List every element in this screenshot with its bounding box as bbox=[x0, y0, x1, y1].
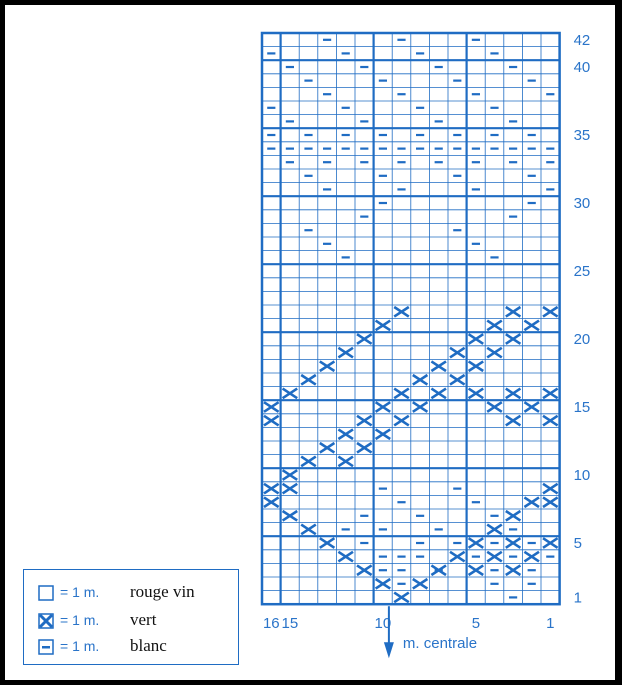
stitch-cross bbox=[543, 307, 558, 317]
stitch-dash bbox=[490, 107, 498, 109]
stitch-dash bbox=[435, 120, 443, 122]
stitch-dash bbox=[490, 583, 498, 585]
row-label: 5 bbox=[573, 535, 582, 552]
stitch-dash bbox=[435, 161, 443, 163]
stitch-dash bbox=[490, 542, 498, 544]
stitch-dash bbox=[528, 569, 536, 571]
stitch-cross bbox=[338, 552, 353, 562]
stitch-dash bbox=[546, 93, 554, 95]
stitch-cross bbox=[264, 416, 279, 426]
stitch-dash bbox=[397, 39, 405, 41]
stitch-dash bbox=[416, 556, 424, 558]
stitch-dash bbox=[490, 134, 498, 136]
stitch-cross bbox=[376, 579, 391, 589]
stitch-cross bbox=[543, 538, 558, 548]
stitch-dash bbox=[472, 501, 480, 503]
row-label: 25 bbox=[573, 263, 591, 280]
legend bbox=[23, 569, 239, 665]
stitch-cross bbox=[338, 348, 353, 358]
stitch-cross bbox=[487, 552, 502, 562]
stitch-dash bbox=[286, 148, 294, 150]
stitch-cross bbox=[357, 416, 372, 426]
stitch-cross bbox=[543, 497, 558, 507]
stitch-dash bbox=[360, 161, 368, 163]
stitch-dash bbox=[379, 528, 387, 530]
stitch-cross bbox=[543, 416, 558, 426]
stitch-cross bbox=[320, 443, 335, 453]
stitch-dash bbox=[472, 148, 480, 150]
column-label: 15 bbox=[281, 615, 299, 633]
row-label: 10 bbox=[573, 467, 591, 484]
stitch-dash bbox=[397, 569, 405, 571]
stitch-cross bbox=[338, 457, 353, 467]
stitch-dash bbox=[342, 134, 350, 136]
stitch-dash bbox=[360, 66, 368, 68]
stitch-dash bbox=[342, 52, 350, 54]
stitch-cross bbox=[283, 389, 298, 399]
stitch-dash bbox=[509, 161, 517, 163]
stitch-dash bbox=[379, 134, 387, 136]
stitch-dash bbox=[397, 501, 405, 503]
stitch-cross bbox=[506, 416, 521, 426]
down-arrow-icon bbox=[384, 642, 394, 658]
stitch-cross bbox=[487, 321, 502, 331]
stitch-dash bbox=[323, 188, 331, 190]
stitch-cross bbox=[301, 525, 316, 535]
stitch-cross bbox=[431, 361, 446, 371]
column-label: 5 bbox=[471, 615, 481, 633]
stitch-dash bbox=[416, 542, 424, 544]
dash-square-icon bbox=[38, 639, 54, 655]
stitch-dash bbox=[528, 542, 536, 544]
stitch-dash bbox=[435, 528, 443, 530]
stitch-cross bbox=[264, 497, 279, 507]
stitch-dash bbox=[435, 148, 443, 150]
stitch-dash bbox=[435, 569, 443, 571]
stitch-dash bbox=[379, 556, 387, 558]
stitch-cross bbox=[283, 484, 298, 494]
stitch-dash bbox=[472, 188, 480, 190]
stitch-dash bbox=[416, 148, 424, 150]
row-label: 40 bbox=[573, 59, 591, 76]
stitch-cross bbox=[506, 511, 521, 521]
stitch-cross bbox=[506, 307, 521, 317]
stitch-dash bbox=[342, 528, 350, 530]
legend-eq: = 1 m. bbox=[60, 638, 100, 654]
stitch-dash bbox=[397, 148, 405, 150]
stitch-dash bbox=[453, 134, 461, 136]
stitch-cross bbox=[301, 457, 316, 467]
stitch-dash bbox=[267, 107, 275, 109]
column-label: 1 bbox=[546, 615, 555, 633]
page bbox=[4, 4, 616, 681]
legend-label: rouge vin bbox=[130, 582, 195, 601]
stitch-dash bbox=[509, 148, 517, 150]
stitch-cross bbox=[506, 334, 521, 344]
stitch-dash bbox=[472, 93, 480, 95]
legend-eq: = 1 m. bbox=[60, 584, 100, 600]
stitch-dash bbox=[286, 161, 294, 163]
stitch-cross bbox=[524, 497, 539, 507]
row-label: 42 bbox=[573, 31, 591, 49]
column-label: 16 bbox=[262, 615, 280, 633]
stitch-dash bbox=[304, 80, 312, 82]
stitch-dash bbox=[304, 229, 312, 231]
stitch-cross bbox=[376, 429, 391, 439]
stitch-dash bbox=[509, 120, 517, 122]
stitch-cross bbox=[376, 321, 391, 331]
stitch-dash bbox=[379, 488, 387, 490]
stitch-cross bbox=[506, 389, 521, 399]
stitch-cross bbox=[301, 375, 316, 385]
stitch-dash bbox=[472, 161, 480, 163]
stitch-cross bbox=[394, 389, 409, 399]
stitch-dash bbox=[342, 148, 350, 150]
stitch-dash bbox=[453, 229, 461, 231]
stitch-dash bbox=[453, 542, 461, 544]
stitch-dash bbox=[528, 80, 536, 82]
stitch-dash bbox=[472, 39, 480, 41]
stitch-dash bbox=[472, 243, 480, 245]
stitch-dash bbox=[342, 107, 350, 109]
stitch-dash bbox=[490, 148, 498, 150]
stitch-cross bbox=[413, 375, 428, 385]
stitch-cross bbox=[283, 470, 298, 480]
stitch-cross bbox=[524, 402, 539, 412]
stitch-cross bbox=[487, 402, 502, 412]
stitch-dash bbox=[416, 515, 424, 517]
row-label: 1 bbox=[573, 589, 582, 607]
stitch-cross bbox=[264, 484, 279, 494]
stitch-dash bbox=[509, 66, 517, 68]
stitch-cross bbox=[394, 593, 409, 603]
stitch-dash bbox=[360, 216, 368, 218]
stitch-dash bbox=[379, 569, 387, 571]
stitch-cross bbox=[506, 538, 521, 548]
stitch-cross bbox=[320, 538, 335, 548]
stitch-cross bbox=[320, 361, 335, 371]
stitch-dash bbox=[267, 148, 275, 150]
stitch-dash bbox=[379, 175, 387, 177]
stitch-dash bbox=[304, 148, 312, 150]
stitch-dash bbox=[379, 202, 387, 204]
stitch-dash bbox=[379, 148, 387, 150]
stitch-cross bbox=[524, 321, 539, 331]
stitch-dash bbox=[472, 556, 480, 558]
stitch-cross bbox=[413, 402, 428, 412]
stitch-cross bbox=[450, 348, 465, 358]
stitch-cross bbox=[338, 429, 353, 439]
legend-label: blanc bbox=[130, 636, 167, 655]
stitch-dash bbox=[323, 39, 331, 41]
stitch-dash bbox=[416, 52, 424, 54]
stitch-dash bbox=[453, 488, 461, 490]
stitch-dash bbox=[360, 120, 368, 122]
stitch-cross bbox=[524, 552, 539, 562]
stitch-dash bbox=[342, 256, 350, 258]
stitch-dash bbox=[323, 148, 331, 150]
row-label: 30 bbox=[573, 195, 591, 212]
stitch-dash bbox=[528, 134, 536, 136]
stitch-dash bbox=[323, 93, 331, 95]
stitch-dash bbox=[546, 148, 554, 150]
stitch-dash bbox=[286, 66, 294, 68]
legend-item-blanc bbox=[24, 636, 238, 658]
stitch-cross bbox=[431, 389, 446, 399]
legend-eq: = 1 m. bbox=[60, 612, 100, 628]
stitch-dash bbox=[323, 243, 331, 245]
stitch-dash bbox=[435, 66, 443, 68]
stitch-dash bbox=[379, 80, 387, 82]
stitch-dash bbox=[509, 528, 517, 530]
stitch-dash bbox=[267, 134, 275, 136]
empty-square-icon bbox=[38, 585, 54, 601]
legend-label: vert bbox=[130, 610, 157, 629]
stitch-cross bbox=[376, 402, 391, 412]
stitch-dash bbox=[267, 52, 275, 54]
stitch-dash bbox=[416, 107, 424, 109]
stitch-dash bbox=[397, 583, 405, 585]
stitch-dash bbox=[453, 175, 461, 177]
stitch-cross bbox=[357, 565, 372, 575]
stitch-dash bbox=[397, 93, 405, 95]
stitch-cross bbox=[413, 579, 428, 589]
stitch-dash bbox=[528, 175, 536, 177]
stitch-dash bbox=[546, 556, 554, 558]
stitch-dash bbox=[286, 120, 294, 122]
stitch-dash bbox=[360, 148, 368, 150]
stitch-dash bbox=[304, 134, 312, 136]
stitch-cross bbox=[469, 361, 484, 371]
stitch-cross bbox=[357, 334, 372, 344]
stitch-dash bbox=[323, 161, 331, 163]
stitch-cross bbox=[469, 565, 484, 575]
stitch-dash bbox=[490, 256, 498, 258]
stitch-dash bbox=[509, 556, 517, 558]
stitch-dash bbox=[528, 202, 536, 204]
stitch-dash bbox=[453, 80, 461, 82]
stitch-cross bbox=[469, 538, 484, 548]
legend-item-rouge-vin bbox=[24, 582, 238, 604]
stitch-cross bbox=[469, 389, 484, 399]
stitch-dash bbox=[304, 175, 312, 177]
stitch-dash bbox=[490, 515, 498, 517]
column-label: 10 bbox=[374, 615, 392, 633]
stitch-dash bbox=[397, 188, 405, 190]
legend-item-vert bbox=[24, 610, 238, 632]
stitch-cross bbox=[264, 402, 279, 412]
stitch-cross bbox=[394, 307, 409, 317]
stitch-dash bbox=[453, 148, 461, 150]
stitch-dash bbox=[546, 188, 554, 190]
stitch-cross bbox=[283, 511, 298, 521]
cross-square-icon bbox=[38, 613, 54, 629]
stitch-dash bbox=[509, 216, 517, 218]
row-label: 35 bbox=[573, 127, 591, 144]
stitch-dash bbox=[490, 52, 498, 54]
stitch-dash bbox=[397, 556, 405, 558]
stitch-cross bbox=[506, 565, 521, 575]
stitch-dash bbox=[546, 161, 554, 163]
stitch-cross bbox=[487, 348, 502, 358]
stitch-cross bbox=[543, 389, 558, 399]
stitch-cross bbox=[357, 443, 372, 453]
stitch-dash bbox=[397, 161, 405, 163]
stitch-cross bbox=[450, 552, 465, 562]
stitch-cross bbox=[450, 375, 465, 385]
stitch-cross bbox=[543, 484, 558, 494]
stitch-dash bbox=[360, 542, 368, 544]
center-label: m. centrale bbox=[402, 635, 478, 653]
stitch-dash bbox=[528, 583, 536, 585]
stitch-dash bbox=[490, 569, 498, 571]
stitch-dash bbox=[416, 134, 424, 136]
stitch-cross bbox=[469, 334, 484, 344]
stitch-cross bbox=[394, 416, 409, 426]
stitch-dash bbox=[360, 515, 368, 517]
row-label: 20 bbox=[573, 331, 591, 348]
stitch-cross bbox=[487, 525, 502, 535]
row-label: 15 bbox=[573, 399, 591, 416]
stitch-dash bbox=[509, 596, 517, 598]
stitch-dash bbox=[528, 148, 536, 150]
